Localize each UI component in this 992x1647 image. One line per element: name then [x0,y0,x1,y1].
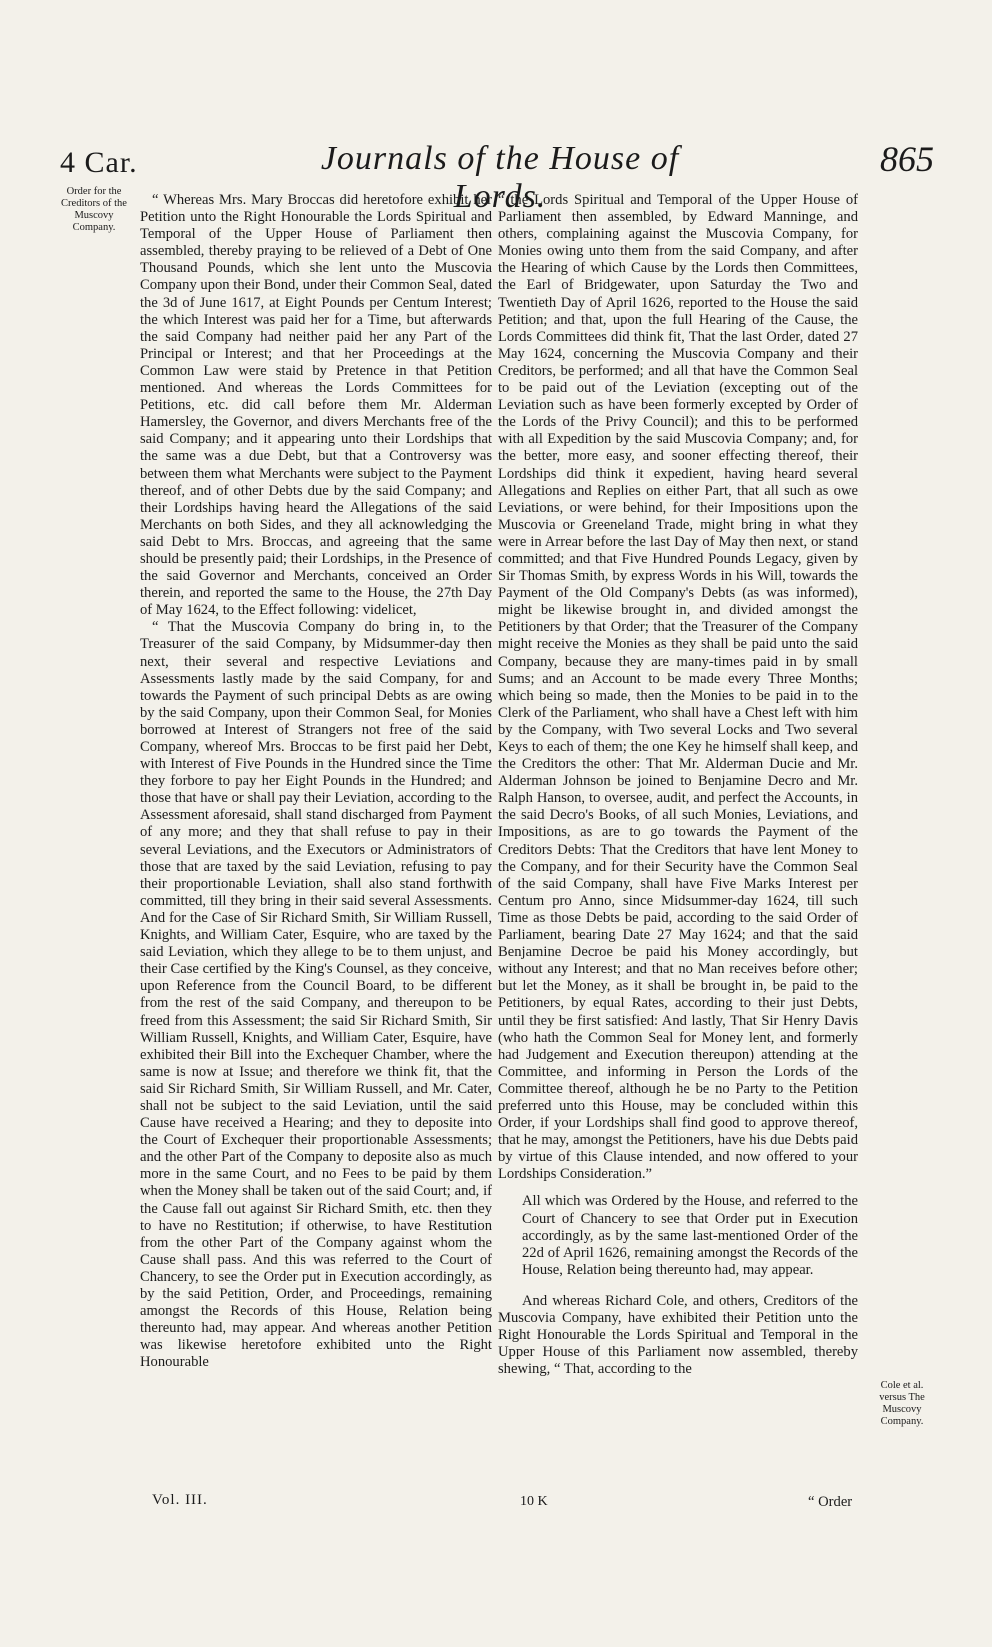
left-column [140,192,492,1371]
page-number: 865 [880,139,934,179]
paragraph: “ That the Muscovia Company do bring in, to the Treasurer of the said Company, by Midsummer-day then next, their several and respective Leviations and Assessments lastly made by the said Company, for and towards the Payment of such principal Debts as are owing by the said Company, upon their Common Seal, for Monies borrowed at Interest of Strangers not free of the said Company, whereof Mrs. Broccas to be first paid her Debt, with Interest of Five Pounds in the Hundred since the Time they forbore to pay her Eight Pounds in the Hundred; and those that have or shall pay their Leviation, according to the Assessment aforesaid, shall stand discharged from Payment of any more; and they that shall refuse to pay in their several Leviations, and the Executors or Administrators of those that are taxed by the said Leviation, refusing to pay their proportionable Leviation, shall also stand forthwith committed, till they bring in their said several Assessments. And for the Case of Sir Richard Smith, Sir William Russell, Knights, and William Cater, Esquire, who are taxed by the said Leviation, which they allege to be to them unjust, and their Case certified by the King's Counsel, as they conceive, upon Reference from the Council Board, to be different from the rest of the said Company, and thereupon to be freed from this Assessment; the said Sir Richard Smith, Sir William Russell, Knights, and William Cater, Esquire, have exhibited their Bill into the Exchequer Chamber, where the same is now at Issue; and therefore we think fit, that the said Sir Richard Smith, Sir William Russell, and Mr. Cater, shall not be subject to the said Leviation, until the said Cause have received a Hearing; and they to deposite into the Court of Exchequer their proportionable Assessments; and the other Part of the Company to deposite also as much more in the same Court, and no Fees to be paid by them when the Money shall be taken out of the said Court; and, if the Cause fall out against Sir Richard Smith, etc. then they to have no Restitution; if otherwise, to have Restitution from the other Part of the Company against whom the Cause shall pass. And this was referred to the Court of Chancery, to see the Order put in Execution accordingly, as by the said Petition, Order, and Proceedings, remaining amongst the Records of this House, Relation being thereunto had, may appear. And whereas another Petition was likewise heretofore exhibited unto the Right Honourable [140,619,492,1371]
right-column [498,192,858,1378]
paragraph: “ Whereas Mrs. Mary Broccas did heretofore exhibit her Petition unto the Right Honourable the Lords Spiritual and Temporal of the Upper House of Parliament then assembled, thereby praying to be relieved of a Debt of One Thousand Pounds, which she lent unto the Muscovia Company upon their Bond, under their Common Seal, dated the 3d of June 1617, at Eight Pounds per Centum Interest; the which Interest was paid her for a Time, but afterwards the said Company had neither paid her any Part of the Principal or Interest; and that her Proceedings at the Common Law were staid by Pretence in that Petition mentioned. And whereas the Lords Committees for Petitions, etc. did call before them Mr. Alderman Hamersley, the Governor, and divers Merchants free of the said Company; and it appearing unto their Lordships that the same was a due Debt, but that a Controversy was between them what Merchants were subject to the Payment thereof, and of other Debts due by the said Company; and their Lordships having heard the Allegations of the said Merchants on both Sides, and they all acknowledging the said Debt to Mrs. Broccas, and agreeing that the same should be presently paid; their Lordships, in the Presence of the said Governor and Merchants, conceived an Order therein, and reported the same to the House, the 27th Day of May 1624, to the Effect following: videlicet, [140,192,492,619]
page-title: Journals of the House of Lords. [320,140,680,215]
margin-note-right: Cole et al. versus The Muscovy Company. [879,1380,925,1427]
paragraph: And whereas Richard Cole, and others, Creditors of the Muscovia Company, have exhibited their Petition unto the Right Honourable the Lords Spiritual and Temporal in the Upper House of this Parliament now assembled, thereby shewing, “ That, according to the [498,1292,858,1378]
signature-mark: 10 K [520,1494,548,1509]
paragraph: “ the Lords Spiritual and Temporal of the Upper House of Parliament then assembled, by Edward Manninge, and others, complaining against the Muscovia Company, for Monies owing unto them from the said Company, and after the Hearing of which Cause by the Lords then Committees, the Earl of Bridgewater, upon Saturday the Two and Twentieth Day of April 1626, reported to the House the said Petition; and that, upon the full Hearing of the Cause, the Lords Committees did think fit, That the last Order, dated 27 May 1624, concerning the Muscovia Company and their Creditors, be performed; and all that have the Common Seal to be paid out of the Leviation (excepting out of the Leviation such as have been formerly excepted by Order of the Lords of the Privy Council); and this to be performed with all Expedition by the said Muscovia Company; and, for the better, more easy, and sooner effecting thereof, their Lordships did think it expedient, having heard several Allegations and Replies on either Part, that all such as owe Leviations, or were behind, for their Impositions upon the Muscovia or Greeneland Trade, might bring in what they were in Arrear before the last Day of May then next, or stand committed; and that Five Hundred Pounds Legacy, given by Sir Thomas Smith, by express Words in his Will, towards the Payment of the Old Company's Debts (as was informed), might be likewise brought in, and divided amongst the Petitioners by that Order; that the Treasurer of the Company might receive the Monies as they shall be paid unto the said Company, because they are many-times paid in by small Sums; and an Account to be made every Three Months; which being so made, then the Monies to be paid in to the Clerk of the Parliament, who shall have a Chest left with him by the Company, with Two several Locks and Two several Keys to each of them; the one Key he himself shall keep, and the Creditors the other: That Mr. Alderman Ducie and Mr. Alderman Johnson be joined to Benjamine Decro and Mr. Ralph Hanson, to oversee, audit, and perfect the Accounts, in the said Decro's Books, of all such Monies, Leviations, and Impositions, as are to go towards the Payment of the Creditors Debts: That the Creditors that have lent Money to the Company, and for their Security have the Common Seal of the said Company, shall have Five Marks Interest per Centum pro Anno, since Midsummer-day 1624, till such Time as those Debts be paid, according to the said Order of Parliament, bearing Date 27 May 1624; and that the said Benjamine Decroe be paid his Money accordingly, but without any Interest; and that no Man receives before other; but let the Money, as it shall be brought in, be paid to the Petitioners, by equal Rates, according to their just Debts, until they be first satisfied: And lastly, That Sir Henry Davis (who hath the Common Seal for Money lent, and formerly had Judgement and Execution thereupon) attending at the Committee, and informing in Person the Lords of the Committee thereof, although he be no Party to the Petition preferred unto this House, may be concluded within this Order, if your Lordships shall find good to approve thereof, that he may, amongst the Petitioners, have his due Debts paid by virtue of this Clause intended, and now offered to your Lordships Consideration.” [498,192,858,1183]
paragraph: All which was Ordered by the House, and referred to the Court of Chancery to see that Order put in Execution accordingly, as by the same last-mentioned Order of the 22d of April 1626, remaining amongst the Records of the House, Relation being thereunto had, may appear. [522,1193,858,1278]
volume-label: Vol. III. [152,1492,208,1508]
margin-note-left: Order for the Creditors of the Muscovy Company. [61,186,127,233]
regnal-year: 4 Car. [60,146,138,179]
catchword: “ Order [808,1494,853,1510]
